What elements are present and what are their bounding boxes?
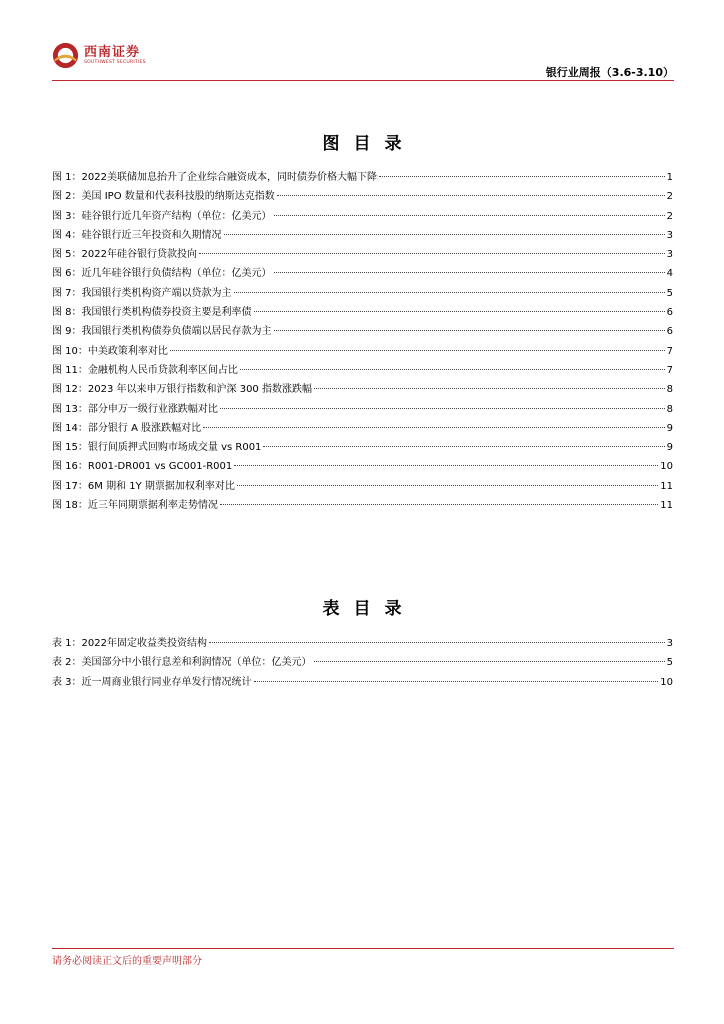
toc-entry-label: 图 18：近三年同期票据利率走势情况	[52, 500, 218, 512]
toc-entry-page: 2	[666, 191, 673, 203]
toc-dot-leader	[254, 311, 665, 312]
toc-entry[interactable]	[52, 673, 673, 692]
toc-entry[interactable]	[52, 400, 673, 419]
toc-entry-page: 7	[666, 345, 673, 357]
toc-entry[interactable]	[52, 284, 673, 303]
toc-dot-leader	[237, 485, 658, 486]
toc-entry-page: 3	[666, 249, 673, 261]
brand-logo-icon	[52, 42, 79, 69]
toc-entry[interactable]	[52, 264, 673, 283]
header-divider	[52, 80, 674, 81]
footer-disclaimer: 请务必阅读正文后的重要声明部分	[52, 956, 202, 967]
toc-entry-label: 表 3：近一周商业银行同业存单发行情况统计	[52, 676, 252, 688]
toc-dot-leader	[224, 234, 665, 235]
toc-entry-label: 图 15：银行间质押式回购市场成交量 vs R001	[52, 442, 262, 454]
toc-dot-leader	[274, 215, 665, 216]
toc-dot-leader	[314, 661, 665, 662]
toc-dot-leader	[314, 388, 665, 389]
toc-dot-leader	[220, 504, 658, 505]
toc-entry-label: 图 3：硅谷银行近几年资产结构（单位：亿美元）	[52, 210, 272, 222]
toc-entry-page: 7	[666, 364, 673, 376]
toc-entry-label: 图 2：美国 IPO 数量和代表科技股的纳斯达克指数	[52, 191, 275, 203]
toc-entry-label: 图 4：硅谷银行近三年投资和久期情况	[52, 229, 222, 241]
toc-entry[interactable]	[52, 187, 673, 206]
toc-entry-page: 11	[660, 480, 673, 492]
figures-toc-title: 图目录	[322, 134, 416, 154]
toc-entry[interactable]	[52, 496, 673, 515]
toc-dot-leader	[220, 408, 665, 409]
toc-entry-page: 2	[666, 210, 673, 222]
toc-entry-label: 图 9：我国银行类机构债券负债端以居民存款为主	[52, 326, 272, 338]
toc-entry[interactable]	[52, 419, 673, 438]
toc-entry[interactable]	[52, 245, 673, 264]
toc-entry[interactable]	[52, 477, 673, 496]
toc-dot-leader	[240, 369, 665, 370]
toc-entry[interactable]	[52, 634, 673, 653]
toc-dot-leader	[254, 681, 659, 682]
toc-dot-leader	[203, 427, 665, 428]
toc-entry-page: 9	[666, 422, 673, 434]
toc-entry-label: 图 11：金融机构人民币贷款利率区间占比	[52, 364, 238, 376]
toc-dot-leader	[234, 292, 665, 293]
toc-entry-label: 图 5：2022年硅谷银行贷款投向	[52, 249, 197, 261]
toc-entry-label: 图 8：我国银行类机构债券投资主要是利率债	[52, 307, 252, 319]
toc-entry-label: 图 12：2023 年以来申万银行指数和沪深 300 指数涨跌幅	[52, 384, 312, 396]
toc-entry-label: 图 7：我国银行类机构资产端以贷款为主	[52, 287, 232, 299]
toc-entry-label: 表 2：美国部分中小银行息差和利润情况（单位：亿美元）	[52, 657, 312, 669]
toc-dot-leader	[209, 642, 665, 643]
brand-name-cn: 西南证券	[84, 45, 141, 60]
toc-dot-leader	[274, 272, 665, 273]
toc-entry[interactable]	[52, 361, 673, 380]
toc-entry[interactable]	[52, 207, 673, 226]
toc-entry-label: 图 6：近几年硅谷银行负债结构（单位：亿美元）	[52, 268, 272, 280]
toc-entry-label: 图 16：R001-DR001 vs GC001-R001	[52, 461, 233, 473]
brand-name-en: SOUTHWEST SECURITIES	[84, 60, 146, 65]
toc-entry-page: 8	[666, 403, 673, 415]
toc-dot-leader	[274, 330, 665, 331]
toc-entry-page: 5	[666, 287, 673, 299]
toc-entry-label: 图 10：中美政策利率对比	[52, 345, 168, 357]
toc-entry[interactable]	[52, 322, 673, 341]
toc-entry-label: 图 13：部分申万一级行业涨跌幅对比	[52, 403, 218, 415]
toc-dot-leader	[199, 253, 665, 254]
toc-entry-label: 图 1：2022美联储加息抬升了企业综合融资成本，同时债券价格大幅下降	[52, 172, 377, 183]
tables-toc-list	[52, 634, 673, 692]
toc-entry[interactable]	[52, 342, 673, 361]
toc-entry[interactable]	[52, 438, 673, 457]
toc-entry-page: 6	[666, 307, 673, 319]
toc-dot-leader	[234, 465, 658, 466]
toc-entry-label: 表 1：2022年固定收益类投资结构	[52, 638, 207, 649]
toc-entry-page: 6	[666, 326, 673, 338]
toc-dot-leader	[277, 195, 665, 196]
page-header	[52, 42, 674, 82]
toc-entry-page: 1	[666, 172, 673, 183]
toc-entry-page: 8	[666, 384, 673, 396]
toc-entry-label: 图 17：6M 期和 1Y 期票据加权利率对比	[52, 480, 235, 492]
toc-entry-page: 9	[666, 442, 673, 454]
brand-logo	[52, 42, 146, 69]
footer-divider	[52, 948, 674, 949]
toc-entry-label: 图 14：部分银行 A 股涨跌幅对比	[52, 422, 202, 434]
toc-dot-leader	[170, 350, 665, 351]
figures-toc-list	[52, 168, 673, 515]
toc-entry-page: 10	[660, 676, 673, 688]
toc-entry-page: 3	[666, 229, 673, 241]
toc-entry-page: 10	[660, 461, 673, 473]
tables-toc-title: 表目录	[322, 599, 416, 619]
toc-entry[interactable]	[52, 653, 673, 672]
toc-entry[interactable]	[52, 457, 673, 476]
report-title: 银行业周报（3.6-3.10）	[545, 66, 674, 79]
toc-entry[interactable]	[52, 380, 673, 399]
toc-dot-leader	[379, 176, 665, 177]
toc-entry-page: 3	[666, 638, 673, 649]
toc-dot-leader	[263, 446, 664, 447]
toc-entry[interactable]	[52, 226, 673, 245]
toc-entry-page: 5	[666, 657, 673, 669]
toc-entry[interactable]	[52, 303, 673, 322]
toc-entry-page: 11	[660, 500, 673, 512]
toc-entry-page: 4	[666, 268, 673, 280]
toc-entry[interactable]	[52, 168, 673, 187]
